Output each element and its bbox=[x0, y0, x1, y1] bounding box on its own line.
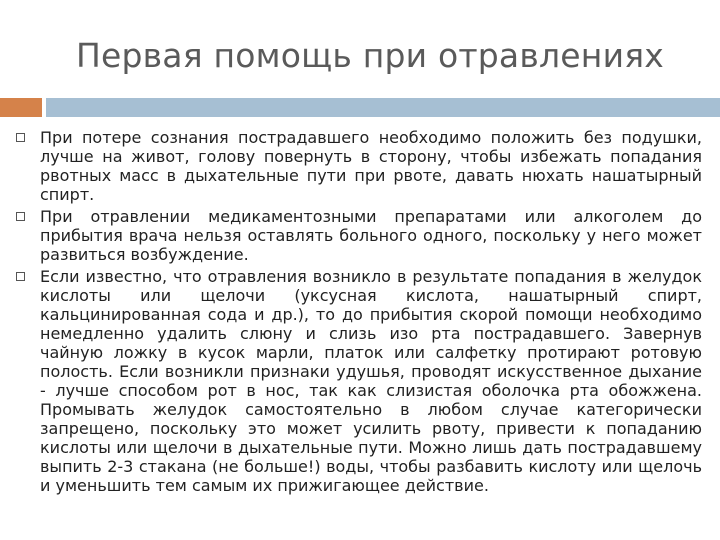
slide-title: Первая помощь при отравлениях bbox=[75, 36, 665, 75]
bullet-list bbox=[16, 128, 702, 498]
bullet-square-icon bbox=[16, 212, 25, 221]
bullet-text: Если известно, что отравления возникло в результате попадания в желудок кислоты или щелочи (уксусная кислота, нашатырный спирт, кальцинированная сода и др.), то до прибытия скорой помощи необходимо немедленно удалить слюну и слизь изо рта пострадавшего. Завернув чайную ложку в кусок марли, платок или салфетку протирают ротовую полость. Если возникли признаки удушья, проводят искусственное дыхание - лучше способом рот в нос, так как слизистая оболочка рта обожжена. Промывать желудок самостоятельно в любом случае категорически запрещено, поскольку это может усилить рвоту, привести к попаданию кислоты или щелочи в дыхательные пути. Можно лишь дать пострадавшему выпить 2-3 стакана (не больше!) воды, чтобы разбавить кислоту или щелочь и уменьшить тем самым их прижигающее действие. bbox=[40, 267, 702, 495]
bullet-text: При потере сознания пострадавшего необходимо положить без подушки, лучше на живот, голову повернуть в сторону, чтобы избежать попадания рвотных масс в дыхательные пути при рвоте, давать нюхать нашатырный спирт. bbox=[40, 128, 702, 204]
bullet-square-icon bbox=[16, 272, 25, 281]
bullet-item bbox=[16, 207, 702, 264]
bullet-item bbox=[16, 267, 702, 495]
bullet-square-icon bbox=[16, 133, 25, 142]
bullet-item bbox=[16, 128, 702, 204]
accent-bar-orange bbox=[0, 98, 42, 117]
bullet-text: При отравлении медикаментозными препаратами или алкоголем до прибытия врача нельзя оставлять больного одного, поскольку у него может развиться возбуждение. bbox=[40, 207, 702, 264]
accent-bar-blue bbox=[46, 98, 720, 117]
